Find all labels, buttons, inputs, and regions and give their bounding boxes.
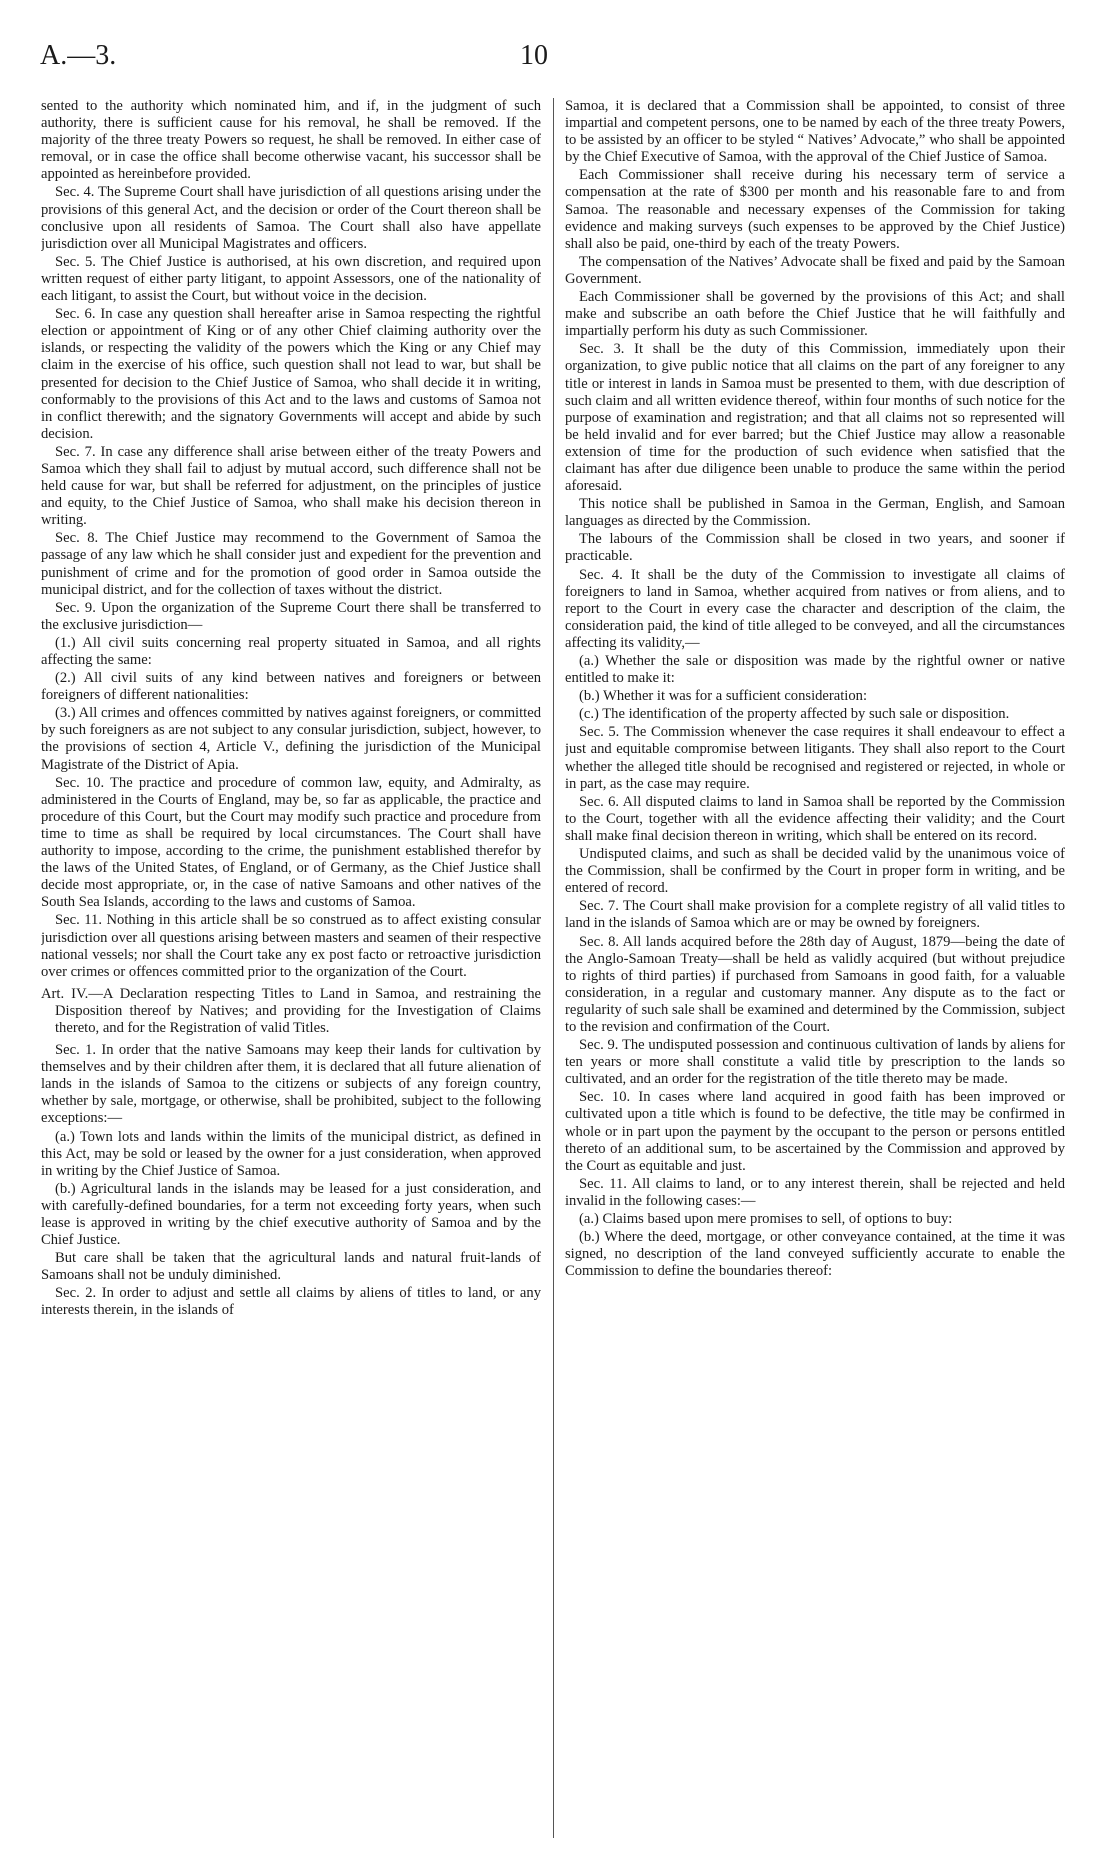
paragraph: Sec. 5. The Chief Justice is authorised, at his own discretion, and required upon written request of either party litigant, to appoint Assessors, one of the nationality of each litigant, to assist the Court, but without voice in the decision. (41, 253, 541, 305)
paragraph: (2.) All civil suits of any kind between natives and foreigners or between foreigners of different nationalities: (41, 670, 541, 704)
paragraph: Sec. 6. In case any question shall hereafter arise in Samoa respecting the rightful election or appointment of King or of any other Chief claiming authority over the islands, or respecting the validity of the powers which the King or any Chief may claim in the exercise of his office, such question shall not lead to war, but shall be presented for decision to the Chief Justice of Samoa, who shall decide it in writing, conformably to the provisions of this Act and to the laws and customs of Samoa not in conflict therewith; and the signatory Governments will accept and abide by such decision. (41, 306, 541, 442)
paragraph: (a.) Claims based upon mere promises to sell, of options to buy: (579, 1211, 953, 1227)
paragraph: Sec. 9. Upon the organization of the Supreme Court there shall be transferred to the exclusive jurisdiction— (41, 599, 541, 633)
paragraph: Sec. 4. It shall be the duty of the Commission to investigate all claims of foreigners to land in Samoa, whether acquired from natives or from aliens, and to report to the Court in every case the character and description of the claim, the consideration paid, the kind of title alleged to be conveyed, and all the circumstances affecting its validity,— (565, 566, 1065, 651)
paragraph: Sec. 6. All disputed claims to land in Samoa shall be reported by the Commission to the Court, together with all the evidence affecting their validity; and the Court shall make final decision thereon in writing, which shall be entered on its record. (565, 793, 1065, 844)
page-number: 10 (520, 40, 548, 71)
paragraph: (1.) All civil suits concerning real property situated in Samoa, and all rights affecting the same: (41, 634, 541, 668)
paragraph: sented to the authority which nominated him, and if, in the judgment of such authority, there is sufficient cause for his removal, he shall be removed. If the majority of the three treaty Powers so request, he shall be removed. In either case of removal, or in case the office shall become otherwise vacant, his successor shall be appointed as hereinbefore provided. (41, 98, 541, 183)
paragraph: Sec. 9. The undisputed possession and continuous cultivation of lands by aliens for ten years or more shall constitute a valid title by prescription to the lands so cultivated, and an order for the registration of the title thereto may be made. (565, 1037, 1065, 1088)
paragraph: Sec. 10. The practice and procedure of common law, equity, and Admiralty, as administered in the Courts of England, may be, so far as applicable, the practice and procedure of this Court, but the Court may modify such practice and procedure from time to time as shall be required by local circumstances. The Court shall have authority to impose, according to the crime, the punishment established therefor by the laws of the United States, of England, or of Germany, as the Chief Justice shall decide most appropriate, or, in the case of native Samoans and other natives of the South Sea Islands, according to the laws and customs of Samoa. (41, 774, 541, 911)
paragraph: (c.) The identification of the property affected by such sale or disposition. (579, 706, 1010, 723)
left-column (41, 98, 541, 1843)
article-heading: Art. IV.—A Declaration respecting Titles to Land in Samoa, and restraining the Disposition thereof by Natives; and providing for the Investigation of Claims thereto, and for the Registration of valid Titles. (41, 985, 541, 1036)
paragraph: Sec. 3. It shall be the duty of this Commission, immediately upon their organization, to give public notice that all claims on the part of any foreigner to any title or interest in lands in Samoa must be presented to them, with due description of such claim and all written evidence thereof, within four months of such notice for the purpose of examination and registration; and that all claims not so represented will be held invalid and for ever barred; but the Chief Justice may allow a reasonable extension of time for the production of such evidence when satisfied that the claimant has after due diligence been unable to produce the same within the period aforesaid. (565, 341, 1065, 495)
paragraph: The labours of the Commission shall be closed in two years, and sooner if practicable. (565, 531, 1065, 565)
paragraph: Each Commissioner shall be governed by the provisions of this Act; and shall make and subscribe an oath before the Chief Justice that he will faithfully and impartially perform his duty as such Commissioner. (565, 289, 1065, 340)
paragraph: Sec. 5. The Commission whenever the case requires it shall endeavour to effect a just and equitable compromise between litigants. They shall also report to the Court whether the alleged title should be recognised and registered or rejected, in whole or in part, as the case may require. (565, 724, 1065, 792)
paragraph: (b.) Where the deed, mortgage, or other conveyance contained, at the time it was signed, no description of the land conveyed sufficiently accurate to enable the Commission to define the boundaries thereof: (565, 1229, 1065, 1280)
paragraph: The compensation of the Natives’ Advocate shall be fixed and paid by the Samoan Government. (565, 253, 1065, 287)
paragraph: Undisputed claims, and such as shall be decided valid by the unanimous voice of the Commission, shall be confirmed by the Court in proper form in writing, and be entered of record. (565, 846, 1065, 897)
paragraph: Sec. 11. All claims to land, or to any interest therein, shall be rejected and held invalid in the following cases:— (565, 1175, 1065, 1209)
paragraph: (a.) Town lots and lands within the limits of the municipal district, as defined in this Act, may be sold or leased by the owner for a just consideration, when approved in writing by the Chief Justice of Samoa. (41, 1128, 541, 1179)
paragraph: (b.) Whether it was for a sufficient consideration: (579, 688, 867, 705)
page-header (0, 40, 1114, 80)
paragraph: Sec. 8. The Chief Justice may recommend to the Government of Samoa the passage of any law which he shall consider just and expedient for the prevention and punishment of crime and for the promotion of good order in Samoa outside the municipal district, and for the collection of taxes without the district. (41, 530, 541, 598)
paragraph: (3.) All crimes and offences committed by natives against foreigners, or committed by such foreigners as are not subject to any consular jurisdiction, subject, however, to the provisions of section 4, Article V., defining the jurisdiction of the Municipal Magistrate of the District of Apia. (41, 705, 541, 773)
paragraph: Sec. 11. Nothing in this article shall be so construed as to affect existing consular jurisdiction over all questions arising between masters and seamen of their respective national vessels; nor shall the Court take any ex post facto or retroactive jurisdiction over crimes or offences committed prior to the organization of the Court. (41, 912, 541, 980)
paragraph: Sec. 10. In cases where land acquired in good faith has been improved or cultivated upon a title which is found to be defective, the title may be confirmed in whole or in part upon the payment by the occupant to the person or persons entitled thereto of an additional sum, to be ascertained by the Commission and approved by the Court as equitable and just. (565, 1089, 1065, 1174)
paragraph: Sec. 1. In order that the native Samoans may keep their lands for cultivation by themselves and by their children after them, it is declared that all future alienation of lands in the islands of Samoa to the citizens or subjects of any foreign country, whether by sale, mortgage, or otherwise, shall be prohibited, subject to the following exceptions:— (41, 1042, 541, 1127)
column-divider (553, 98, 554, 1838)
paragraph: This notice shall be published in Samoa in the German, English, and Samoan languages as directed by the Commission. (565, 496, 1065, 530)
paragraph: Sec. 4. The Supreme Court shall have jurisdiction of all questions arising under the provisions of this general Act, and the decision or order of the Court thereon shall be conclusive upon all residents of Samoa. The Court shall also have appellate jurisdiction over all Municipal Magistrates and officers. (41, 184, 541, 252)
paragraph: (b.) Agricultural lands in the islands may be leased for a just consideration, and with carefully-defined boundaries, for a term not exceeding forty years, when such lease is approved in writing by the chief executive authority of Samoa and by the Chief Justice. (41, 1180, 541, 1249)
paragraph: Sec. 7. In case any difference shall arise between either of the treaty Powers and Samoa which they shall fail to adjust by mutual accord, such difference shall not be held cause for war, but shall be referred for adjustment, on the principles of justice and equity, to the Chief Justice of Samoa, who shall make his decision thereon in writing. (41, 443, 541, 529)
paragraph: (a.) Whether the sale or disposition was made by the rightful owner or native entitled to make it: (565, 653, 1065, 687)
paragraph: Sec. 2. In order to adjust and settle all claims by aliens of titles to land, or any interests therein, in the islands of (41, 1285, 541, 1319)
right-column (565, 98, 1065, 1843)
paragraph: Samoa, it is declared that a Commission shall be appointed, to consist of three impartial and competent persons, one to be named by each of the three treaty Powers, to be assisted by an officer to be styled “ Natives’ Advocate,” who shall be appointed by the Chief Executive of Samoa, with the approval of the Chief Justice of Samoa. (565, 98, 1065, 166)
paragraph: But care shall be taken that the agricultural lands and natural fruit-lands of Samoans shall not be unduly diminished. (41, 1250, 541, 1284)
paragraph: Sec. 7. The Court shall make provision for a complete registry of all valid titles to land in the islands of Samoa which are or may be owned by foreigners. (565, 898, 1065, 932)
document-id: A.—3. (40, 40, 117, 71)
paragraph: Sec. 8. All lands acquired before the 28th day of August, 1879—being the date of the Anglo-Samoan Treaty—shall be held as validly acquired (but without prejudice to rights of third parties) if purchased from Samoans in good faith, for a valuable consideration, in a regular and customary manner. Any dispute as to the fact or regularity of such sale shall be examined and determined by the Commission, subject to the revision and confirmation of the Court. (565, 933, 1065, 1035)
paragraph: Each Commissioner shall receive during his necessary term of service a compensation at the rate of $300 per month and his reasonable fare to and from Samoa. The reasonable and necessary expenses of the Commission for taking evidence and making surveys (such expenses to be approved by the Chief Justice) shall also be paid, one-third by each of the treaty Powers. (565, 167, 1065, 252)
